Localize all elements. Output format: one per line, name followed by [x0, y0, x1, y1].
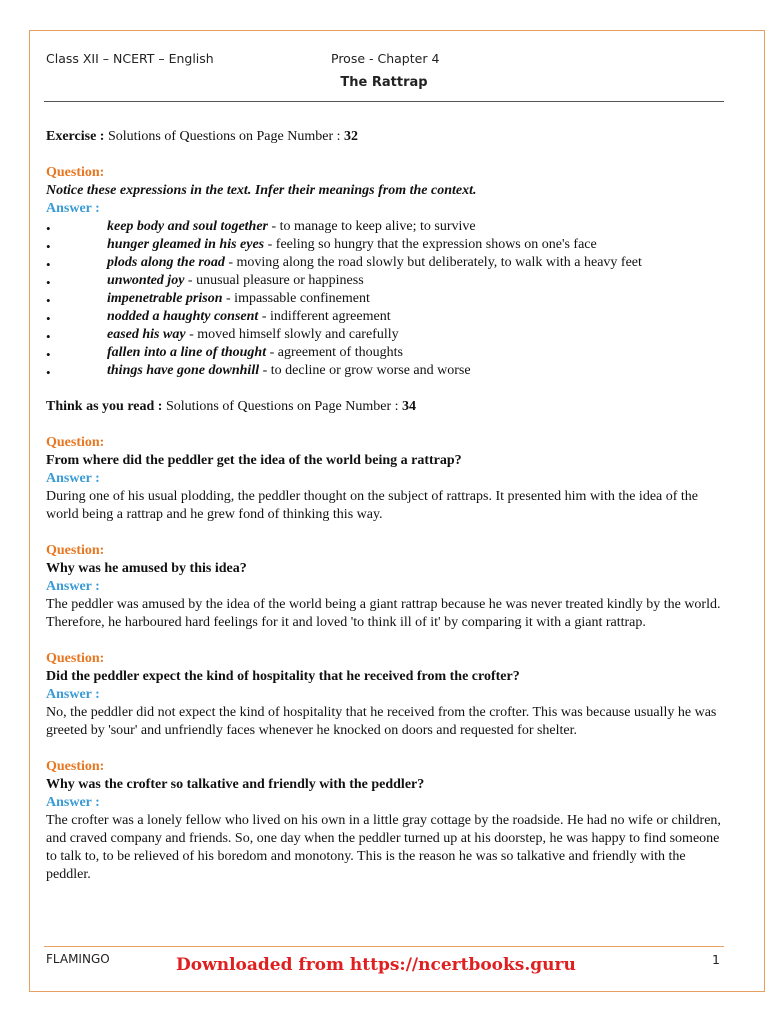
answer-label: Answer : — [46, 579, 100, 594]
bullet-icon: • — [46, 293, 51, 308]
think-label: Think as you read : — [46, 399, 163, 414]
question-label: Question: — [46, 759, 105, 774]
exercise-line — [46, 128, 722, 146]
expression-meaning: - moving along the road slowly but deliberately, to walk with a heavy feet — [224, 255, 642, 270]
expression-meaning: - feeling so hungry that the expression shows on one's face — [264, 237, 597, 252]
exercise-text: Solutions of Questions on Page Number : — [104, 129, 344, 144]
expression-term: eased his way — [107, 327, 186, 342]
list-item — [46, 344, 722, 362]
page-number: 1 — [712, 952, 720, 967]
question-label: Question: — [46, 435, 105, 450]
footer-book-name: FLAMINGO — [46, 952, 110, 966]
question-text: From where did the peddler get the idea of the world being a rattrap? — [46, 453, 462, 468]
list-item — [46, 290, 722, 308]
question-text: Why was the crofter so talkative and friendly with the peddler? — [46, 777, 425, 792]
expression-term: things have gone downhill — [107, 363, 260, 378]
expression-term: impenetrable prison — [107, 291, 223, 306]
bullet-icon: • — [46, 311, 51, 326]
expression-meaning: - to decline or grow worse and worse — [259, 363, 471, 378]
header-divider — [44, 101, 724, 102]
think-page: 34 — [402, 399, 416, 414]
exercise-page: 32 — [344, 129, 358, 144]
list-item — [46, 272, 722, 290]
expressions-list — [46, 218, 722, 380]
expression-meaning: - agreement of thoughts — [266, 345, 403, 360]
think-text: Solutions of Questions on Page Number : — [162, 399, 402, 414]
answer-label: Answer : — [46, 471, 100, 486]
bullet-icon: • — [46, 257, 51, 272]
download-source-link[interactable]: Downloaded from https://ncertbooks.guru — [176, 955, 576, 975]
answer-label: Answer : — [46, 795, 100, 810]
list-item — [46, 236, 722, 254]
expression-meaning: - impassable confinement — [222, 291, 370, 306]
answer-label: Answer : — [46, 687, 100, 702]
expression-meaning: - to manage to keep alive; to survive — [268, 219, 476, 234]
answer-text: The peddler was amused by the idea of the world being a giant rattrap because he was never treated kindly by the world. Therefore, he harboured hard feelings for it and loved 'to think ill of it' by comparing it with a giant rattrap. — [46, 597, 721, 630]
question-label: Question: — [46, 543, 105, 558]
bullet-icon: • — [46, 275, 51, 290]
question-label: Question: — [46, 165, 105, 180]
expression-meaning: - moved himself slowly and carefully — [185, 327, 399, 342]
exercise-label: Exercise : — [46, 129, 105, 144]
page-title: The Rattrap — [340, 75, 428, 90]
bullet-icon: • — [46, 221, 51, 236]
expression-meaning: - unusual pleasure or happiness — [184, 273, 364, 288]
list-item — [46, 326, 722, 344]
expression-term: plods along the road — [107, 255, 225, 270]
bullet-icon: • — [46, 239, 51, 254]
expression-term: hunger gleamed in his eyes — [107, 237, 265, 252]
list-item — [46, 254, 722, 272]
footer-divider — [44, 946, 724, 947]
document-body — [46, 128, 722, 884]
list-item — [46, 218, 722, 236]
question-label: Question: — [46, 651, 105, 666]
question-text: Notice these expressions in the text. Infer their meanings from the context. — [46, 183, 477, 198]
list-item — [46, 362, 722, 380]
bullet-icon: • — [46, 347, 51, 362]
header-chapter-label: Prose - Chapter 4 — [331, 51, 440, 66]
answer-text: The crofter was a lonely fellow who lived on his own in a little gray cottage by the roadside. He had no wife or children, and craved company and friends. So, one day when the peddler turned up at his doorstep, he was happy to find someone to talk to, to be relieved of his boredom and monotony. This is the reason he was so talkative and friendly with the peddler. — [46, 813, 721, 882]
answer-label: Answer : — [46, 201, 100, 216]
question-text: Did the peddler expect the kind of hospitality that he received from the crofter? — [46, 669, 520, 684]
answer-text: No, the peddler did not expect the kind of hospitality that he received from the crofter. This was because usually he was greeted by 'sour' and unfriendly faces whenever he knocked on doors and requested for shelter. — [46, 705, 717, 738]
question-text: Why was he amused by this idea? — [46, 561, 247, 576]
expression-meaning: - indifferent agreement — [258, 309, 391, 324]
expression-term: nodded a haughty consent — [107, 309, 259, 324]
expression-term: keep body and soul together — [107, 219, 268, 234]
list-item — [46, 308, 722, 326]
bullet-icon: • — [46, 329, 51, 344]
expression-term: fallen into a line of thought — [107, 345, 267, 360]
think-line — [46, 398, 722, 416]
bullet-icon: • — [46, 365, 51, 380]
expression-term: unwonted joy — [107, 273, 185, 288]
answer-text: During one of his usual plodding, the peddler thought on the subject of rattraps. It presented him with the idea of the world being a rattrap and he grew fond of thinking this way. — [46, 489, 699, 522]
header-class-label: Class XII – NCERT – English — [46, 51, 214, 66]
